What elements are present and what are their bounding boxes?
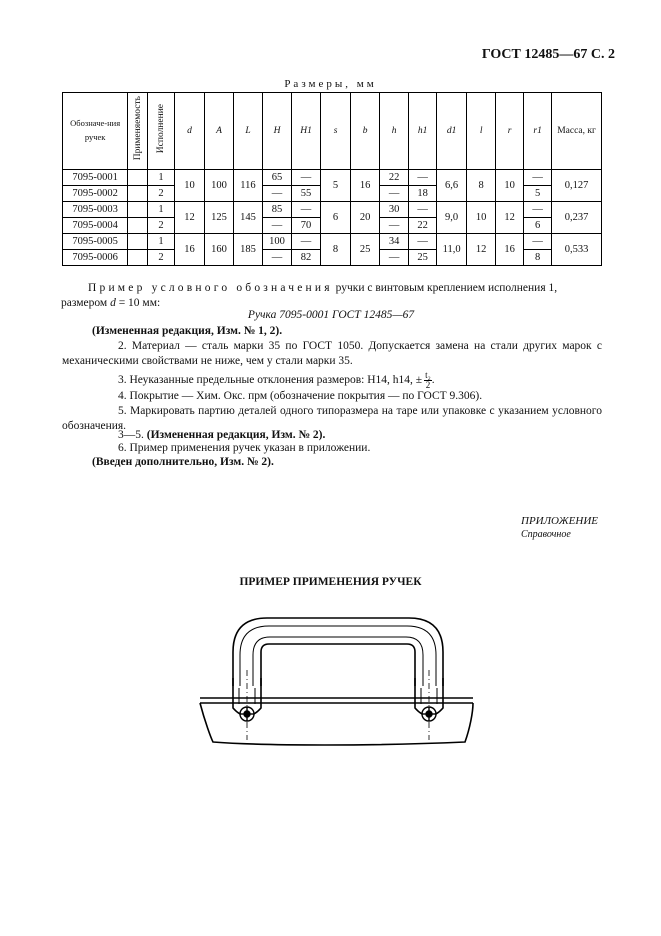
table-row	[63, 202, 602, 218]
table-cell: 100	[204, 170, 233, 202]
col-designation: Обозначе-ния ручек	[63, 93, 128, 170]
table-cell: 25	[409, 250, 437, 266]
table-cell: 7095-0005	[63, 234, 128, 250]
table-cell: 6	[321, 202, 351, 234]
table-cell-empty	[128, 202, 148, 218]
table-cell: 7095-0003	[63, 202, 128, 218]
table-cell: 0,533	[552, 234, 602, 266]
table-cell: 6	[524, 218, 552, 234]
table-cell: 16	[496, 234, 524, 266]
table-cell: —	[380, 218, 409, 234]
table-cell: 6,6	[437, 170, 467, 202]
table-caption: Размеры, мм	[284, 78, 377, 90]
col-H: H	[263, 93, 292, 170]
table-cell: —	[380, 250, 409, 266]
table-cell: 18	[409, 186, 437, 202]
item-4: 4. Покрытие — Хим. Окс. прм (обозначение покрытия — по ГОСТ 9.306).	[118, 390, 483, 402]
table-cell: 7095-0002	[63, 186, 128, 202]
handle-centerline-outer	[240, 626, 436, 686]
table-cell: 12	[496, 202, 524, 234]
col-L: L	[233, 93, 262, 170]
col-version: Исполнение	[147, 93, 174, 170]
item-6: 6. Пример применения ручек указан в приложении.	[118, 442, 371, 454]
table-cell: —	[292, 202, 321, 218]
col-applicability: Применяемость	[128, 93, 148, 170]
col-mass: Масса, кг	[552, 93, 602, 170]
designation-example: Ручка 7095-0001 ГОСТ 12485—67	[247, 309, 415, 321]
table-header-row	[63, 93, 602, 170]
table-cell: 116	[233, 170, 262, 202]
col-l: l	[467, 93, 496, 170]
col-d: d	[174, 93, 204, 170]
table-cell: —	[409, 234, 437, 250]
table-cell: 65	[263, 170, 292, 186]
table-cell: —	[263, 186, 292, 202]
table-cell: 11,0	[437, 234, 467, 266]
page-header: ГОСТ 12485—67 С. 2	[481, 47, 615, 62]
appendix-label: ПРИЛОЖЕНИЕ Справочное	[521, 515, 598, 540]
table-cell: 55	[292, 186, 321, 202]
table-cell: 20	[351, 202, 380, 234]
dimensions-table	[62, 92, 602, 266]
table-cell: 7095-0001	[63, 170, 128, 186]
table-cell: 5	[321, 170, 351, 202]
table-cell: 8	[467, 170, 496, 202]
table-cell: 160	[204, 234, 233, 266]
table-cell: 22	[409, 218, 437, 234]
item-3: 3. Неуказанные предельные отклонения размеров: H14, h14, ± $\frac{\text{t₂}}{2}$ .	[118, 370, 435, 390]
table-cell: 1	[147, 170, 174, 186]
table-row	[63, 234, 602, 250]
revision-note-2: 3—5. (Измененная редакция, Изм. № 2).	[118, 429, 326, 441]
handle-outer	[233, 618, 443, 686]
table-cell: 16	[174, 234, 204, 266]
item-2: 2. Материал — сталь марки 35 по ГОСТ 1050. Допускается замена на стали других марок с механическими свойствами не ниже, чем у стали марки 35.	[62, 340, 602, 367]
table-cell: 10	[496, 170, 524, 202]
table-cell: 185	[233, 234, 262, 266]
col-h1: h1	[409, 93, 437, 170]
table-cell: —	[524, 170, 552, 186]
table-cell: 30	[380, 202, 409, 218]
table-cell: 12	[174, 202, 204, 234]
col-b: b	[351, 93, 380, 170]
table-cell: 5	[524, 186, 552, 202]
table-cell-empty	[128, 250, 148, 266]
table-cell: —	[292, 234, 321, 250]
table-cell: 22	[380, 170, 409, 186]
table-cell: —	[524, 234, 552, 250]
handle-drawing	[195, 600, 485, 750]
item-5: 5. Маркировать партию деталей одного типоразмера на таре или упаковке с указанием условного обозначения.	[62, 405, 602, 432]
table-cell-empty	[128, 170, 148, 186]
table-cell: 34	[380, 234, 409, 250]
table-cell: 9,0	[437, 202, 467, 234]
table-cell: 0,237	[552, 202, 602, 234]
table-row	[63, 170, 602, 186]
table-cell: 25	[351, 234, 380, 266]
table-cell: 7095-0004	[63, 218, 128, 234]
col-r1: r1	[524, 93, 552, 170]
revision-note-3: (Введен дополнительно, Изм. № 2).	[92, 456, 274, 468]
table-cell: 125	[204, 202, 233, 234]
table-cell: —	[409, 202, 437, 218]
table-cell: 145	[233, 202, 262, 234]
table-cell: 10	[467, 202, 496, 234]
table-cell: —	[380, 186, 409, 202]
table-cell: —	[263, 250, 292, 266]
col-r: r	[496, 93, 524, 170]
table-cell: 1	[147, 234, 174, 250]
table-cell-empty	[128, 218, 148, 234]
table-cell: —	[292, 170, 321, 186]
table-cell: 2	[147, 250, 174, 266]
table-cell-empty	[128, 234, 148, 250]
mounting-surface	[200, 698, 473, 745]
col-d1: d1	[437, 93, 467, 170]
tolerance-fraction: $\frac{\text{t₂}}{2}$	[425, 370, 431, 390]
table-cell: —	[263, 218, 292, 234]
table-cell: 16	[351, 170, 380, 202]
table-cell: 10	[174, 170, 204, 202]
table-cell: 0,127	[552, 170, 602, 202]
table-cell: 100	[263, 234, 292, 250]
table-cell: 8	[524, 250, 552, 266]
table-cell: 12	[467, 234, 496, 266]
handle-inner	[261, 644, 415, 686]
table-cell: 8	[321, 234, 351, 266]
table-cell-empty	[128, 186, 148, 202]
table-cell: 82	[292, 250, 321, 266]
table-body	[63, 170, 602, 266]
col-h: h	[380, 93, 409, 170]
table-cell: 2	[147, 186, 174, 202]
table-cell: 85	[263, 202, 292, 218]
col-s: s	[321, 93, 351, 170]
example-paragraph: Пример условного обозначения ручки с винтовым креплением исполнения 1, размером d = 10 мм:	[61, 282, 558, 309]
col-H1: H1	[292, 93, 321, 170]
table-cell: —	[409, 170, 437, 186]
table-cell: 2	[147, 218, 174, 234]
table-cell: —	[524, 202, 552, 218]
table-cell: 1	[147, 202, 174, 218]
col-A: A	[204, 93, 233, 170]
example-title: ПРИМЕР ПРИМЕНЕНИЯ РУЧЕК	[239, 576, 422, 588]
revision-note-1: (Измененная редакция, Изм. № 1, 2).	[92, 325, 283, 337]
table-cell: 70	[292, 218, 321, 234]
table-cell: 7095-0006	[63, 250, 128, 266]
